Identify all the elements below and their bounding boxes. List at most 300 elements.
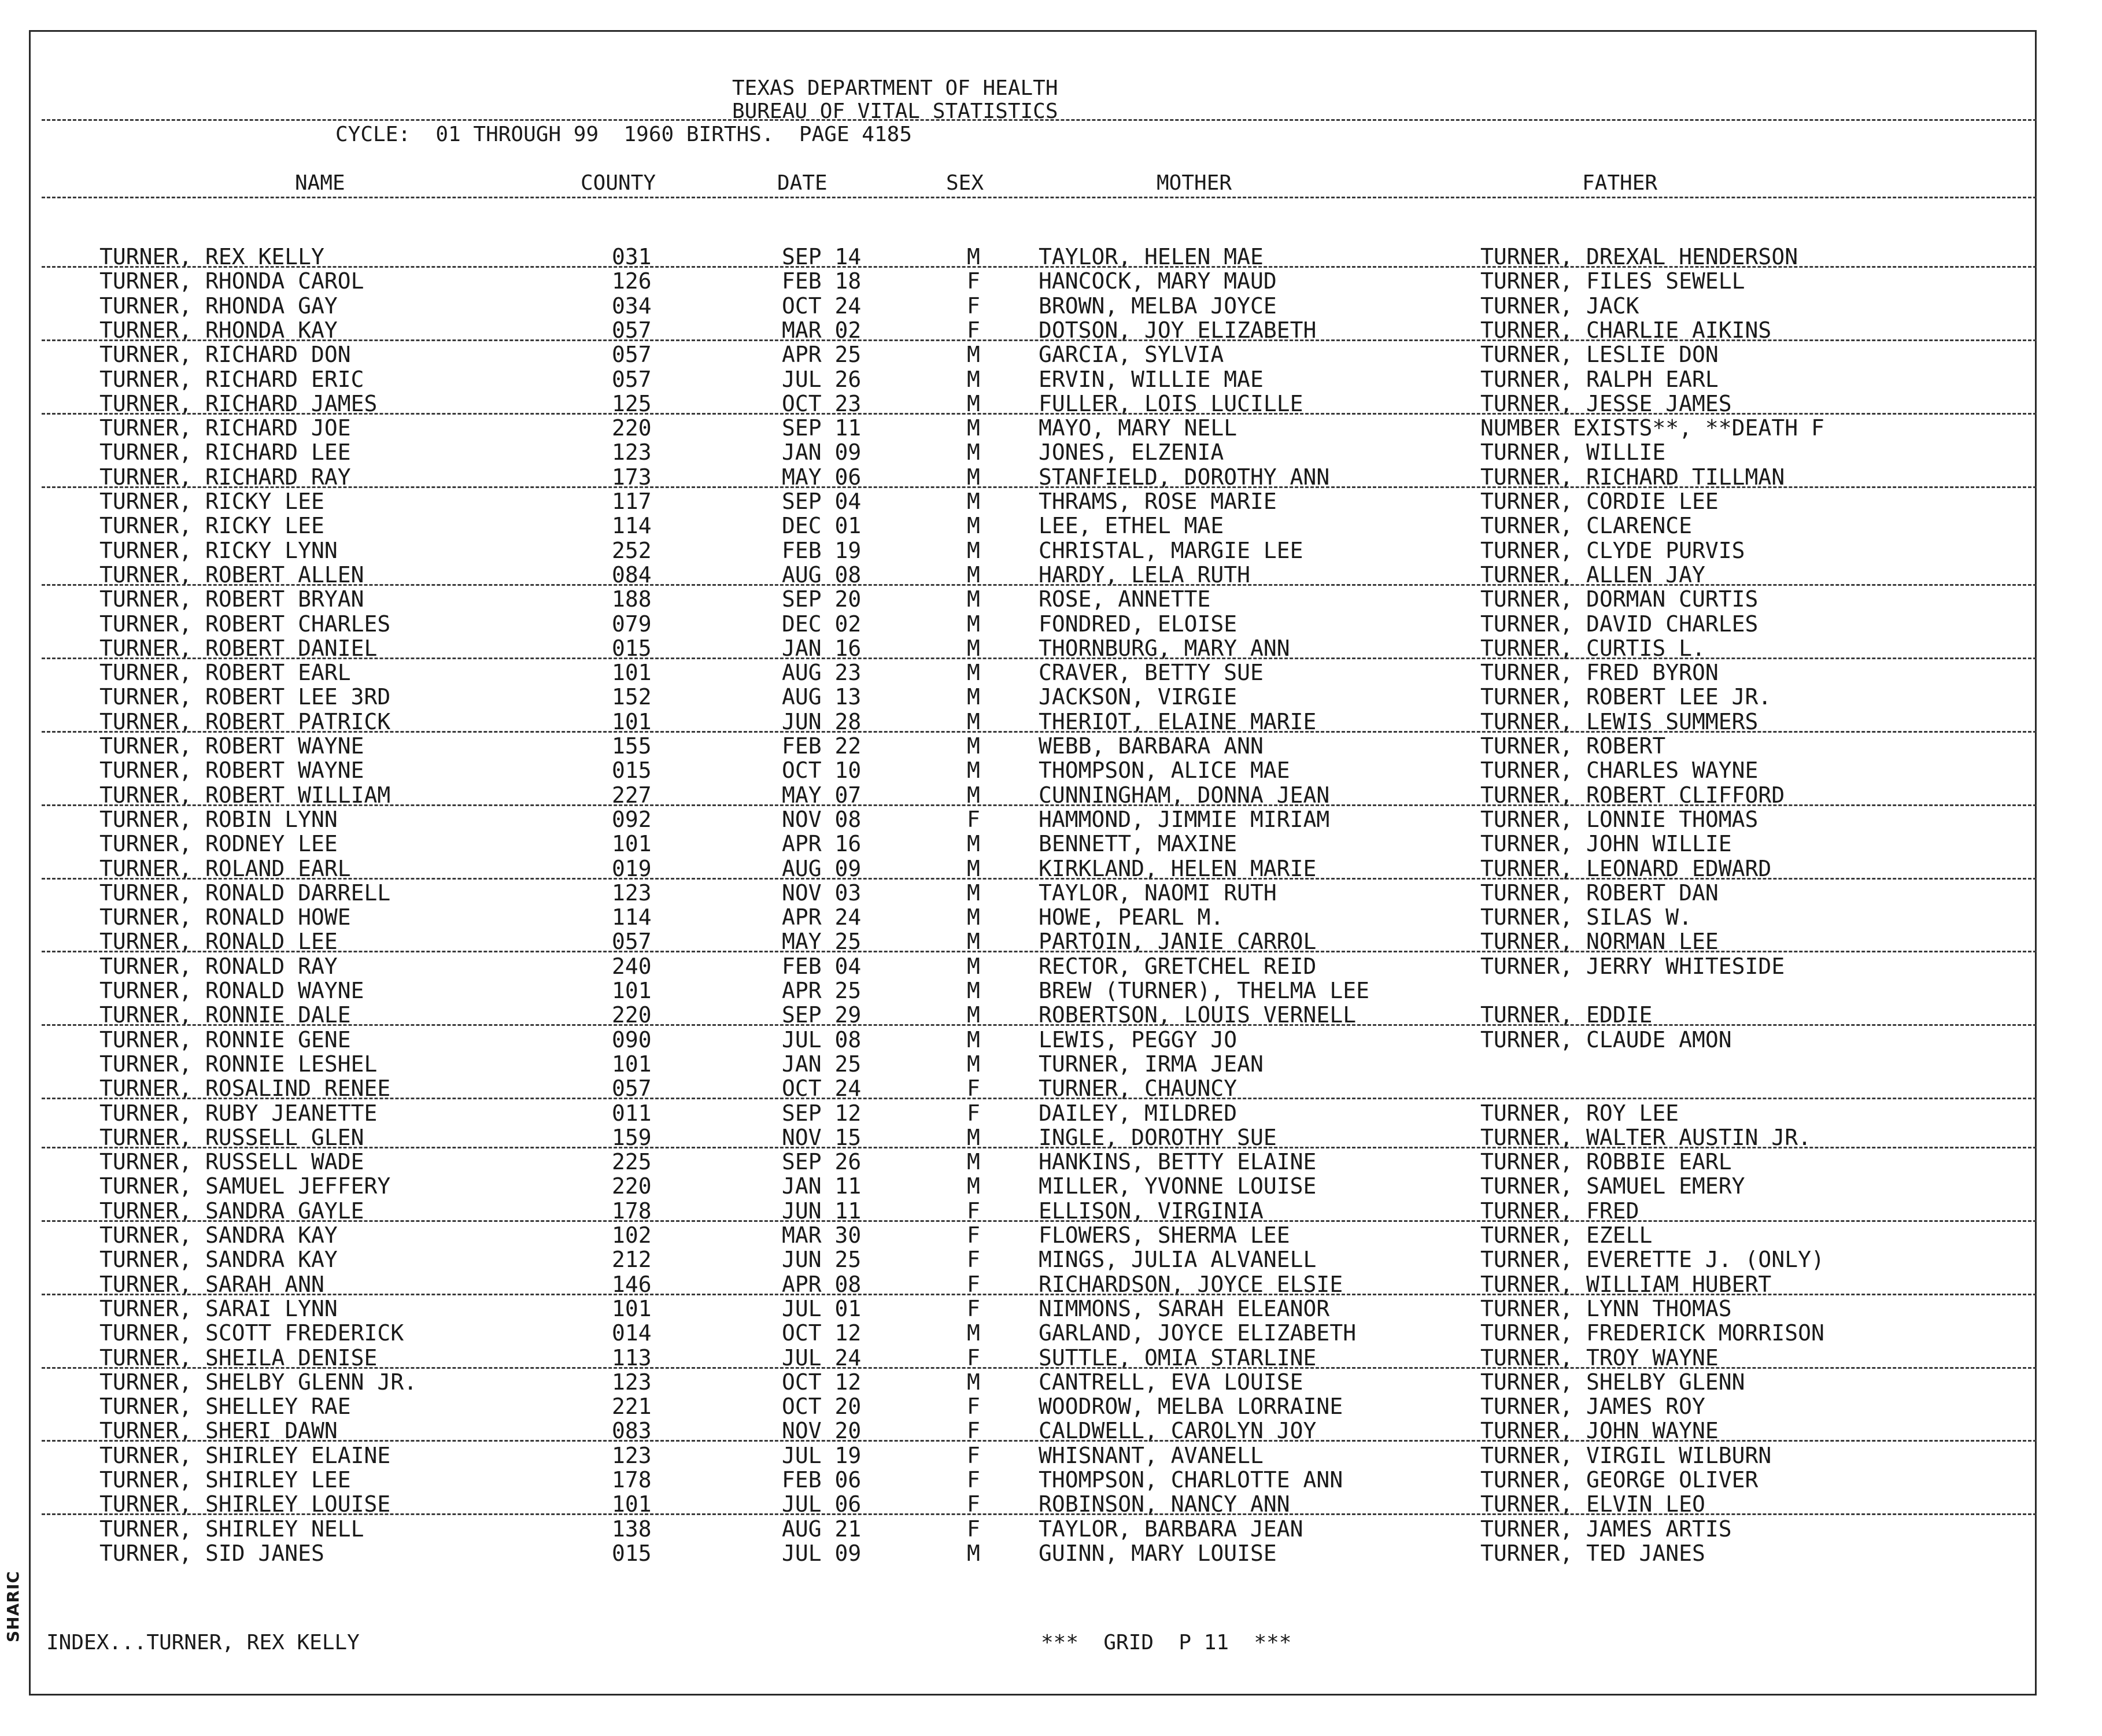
cell-date: OCT 23 [782, 391, 862, 416]
cell-name: TURNER, RHONDA CAROL [99, 268, 364, 294]
cell-mother: THOMPSON, ALICE MAE [1039, 758, 1290, 783]
cell-county: 101 [612, 660, 652, 685]
cell-mother: ELLISON, VIRGINIA [1039, 1198, 1264, 1224]
cell-father: TURNER, LONNIE THOMAS [1480, 807, 1759, 832]
cell-mother: GARLAND, JOYCE ELIZABETH [1039, 1320, 1357, 1346]
cell-county: 178 [612, 1198, 652, 1224]
col-header-date: DATE [777, 171, 827, 195]
cell-county: 117 [612, 489, 652, 514]
cell-county: 034 [612, 293, 652, 319]
table-row [0, 1419, 2102, 1442]
cell-name: TURNER, SCOTT FREDERICK [99, 1320, 404, 1346]
cell-name: TURNER, SHIRLEY NELL [99, 1516, 364, 1542]
table-row [0, 1248, 2102, 1271]
cell-father: TURNER, ROY LEE [1480, 1100, 1679, 1126]
col-header-sex: SEX [946, 171, 984, 195]
cell-name: TURNER, RONALD HOWE [99, 904, 351, 930]
cell-county: 057 [612, 1076, 652, 1101]
cell-sex: M [967, 733, 980, 759]
cell-date: MAY 06 [782, 464, 862, 490]
cell-date: MAR 30 [782, 1222, 862, 1248]
cell-mother: FONDRED, ELOISE [1039, 611, 1237, 637]
cell-sex: M [967, 611, 980, 637]
cell-name: TURNER, SHIRLEY LOUISE [99, 1491, 391, 1517]
table-row [0, 441, 2102, 464]
table-row [0, 1493, 2102, 1516]
cell-date: FEB 19 [782, 538, 862, 563]
cell-sex: M [967, 904, 980, 930]
cell-sex: M [967, 439, 980, 465]
table-row [0, 1126, 2102, 1149]
cell-name: TURNER, RHONDA GAY [99, 293, 338, 319]
table-row [0, 1077, 2102, 1100]
table-row [0, 319, 2102, 342]
table-row [0, 1003, 2102, 1026]
cell-county: 126 [612, 268, 652, 294]
cell-name: TURNER, SHELBY GLENN JR. [99, 1369, 418, 1395]
cell-date: APR 25 [782, 978, 862, 1003]
cell-sex: M [967, 586, 980, 612]
cell-county: 220 [612, 1173, 652, 1199]
cell-mother: HANCOCK, MARY MAUD [1039, 268, 1277, 294]
cell-county: 101 [612, 1491, 652, 1517]
cell-name: TURNER, ROBERT EARL [99, 660, 351, 685]
cell-sex: M [967, 782, 980, 808]
cell-mother: TURNER, CHAUNCY [1039, 1076, 1237, 1101]
cell-mother: ROSE, ANNETTE [1039, 586, 1211, 612]
cell-sex: M [967, 1027, 980, 1052]
cell-father: TURNER, FRED [1480, 1198, 1639, 1224]
cell-sex: M [967, 391, 980, 416]
table-row [0, 734, 2102, 758]
cell-father: TURNER, EVERETTE J. (ONLY) [1480, 1247, 1824, 1272]
dept-title: TEXAS DEPARTMENT OF HEALTH [732, 76, 1058, 100]
cell-father: TURNER, JACK [1480, 293, 1639, 319]
cell-sex: F [967, 1100, 980, 1126]
cell-father: TURNER, EZELL [1480, 1222, 1653, 1248]
cell-date: OCT 24 [782, 293, 862, 319]
table-row [0, 563, 2102, 586]
cell-county: 220 [612, 1002, 652, 1028]
cell-name: TURNER, RODNEY LEE [99, 831, 338, 856]
cell-date: NOV 15 [782, 1125, 862, 1150]
cell-father: TURNER, LEONARD EDWARD [1480, 856, 1772, 881]
cell-date: FEB 04 [782, 954, 862, 979]
cell-name: TURNER, RUSSELL WADE [99, 1149, 364, 1174]
cell-name: TURNER, RONALD DARRELL [99, 880, 391, 906]
cell-county: 015 [612, 1541, 652, 1566]
cell-mother: MAYO, MARY NELL [1039, 415, 1237, 441]
col-header-father: FATHER [1582, 171, 1658, 195]
cell-date: SEP 04 [782, 489, 862, 514]
cell-name: TURNER, RONALD RAY [99, 954, 338, 979]
cell-mother: TAYLOR, NAOMI RUTH [1039, 880, 1277, 906]
cell-date: APR 16 [782, 831, 862, 856]
cycle-line: CYCLE: 01 THROUGH 99 1960 BIRTHS. PAGE 4185 [335, 123, 912, 146]
cell-mother: RECTOR, GRETCHEL REID [1039, 954, 1317, 979]
cell-mother: BENNETT, MAXINE [1039, 831, 1237, 856]
table-row [0, 294, 2102, 317]
cell-date: MAY 07 [782, 782, 862, 808]
cell-date: APR 24 [782, 904, 862, 930]
cell-county: 019 [612, 856, 652, 881]
table-row [0, 1150, 2102, 1173]
cell-name: TURNER, ROBERT CHARLES [99, 611, 391, 637]
cell-sex: F [967, 1076, 980, 1101]
cell-father: TURNER, DREXAL HENDERSON [1480, 244, 1798, 269]
cell-sex: M [967, 929, 980, 954]
cell-name: TURNER, ROBERT PATRICK [99, 709, 391, 734]
cell-mother: GUINN, MARY LOUISE [1039, 1541, 1277, 1566]
cell-mother: HARDY, LELA RUTH [1039, 562, 1251, 588]
cell-name: TURNER, ROBERT WILLIAM [99, 782, 391, 808]
cell-sex: M [967, 1149, 980, 1174]
cell-sex: M [967, 464, 980, 490]
cell-date: SEP 11 [782, 415, 862, 441]
cell-father: TURNER, TED JANES [1480, 1541, 1705, 1566]
cell-date: AUG 13 [782, 684, 862, 710]
bureau-title: BUREAU OF VITAL STATISTICS [732, 99, 1058, 123]
cell-county: 015 [612, 636, 652, 661]
cell-mother: PARTOIN, JANIE CARROL [1039, 929, 1317, 954]
cell-mother: GARCIA, SYLVIA [1039, 342, 1224, 367]
table-row [0, 1517, 2102, 1541]
cell-mother: ERVIN, WILLIE MAE [1039, 367, 1264, 392]
cell-county: 123 [612, 1443, 652, 1468]
cell-father: TURNER, CLYDE PURVIS [1480, 538, 1745, 563]
cell-county: 101 [612, 1296, 652, 1321]
cell-date: JAN 25 [782, 1051, 862, 1077]
table-row [0, 1444, 2102, 1467]
cell-county: 090 [612, 1027, 652, 1052]
cell-name: TURNER, ROBERT DANIEL [99, 636, 378, 661]
cell-date: JAN 16 [782, 636, 862, 661]
cell-sex: F [967, 1467, 980, 1493]
cell-county: 015 [612, 758, 652, 783]
cell-county: 123 [612, 880, 652, 906]
cell-father: TURNER, ROBERT LEE JR. [1480, 684, 1772, 710]
table-row [0, 416, 2102, 439]
cell-sex: M [967, 1541, 980, 1566]
cell-sex: M [967, 1173, 980, 1199]
table-row [0, 784, 2102, 807]
cell-county: 123 [612, 1369, 652, 1395]
cell-name: TURNER, RICHARD ERIC [99, 367, 364, 392]
cell-county: 057 [612, 367, 652, 392]
cell-father: TURNER, RICHARD TILLMAN [1480, 464, 1785, 490]
cell-name: TURNER, SARAH ANN [99, 1272, 324, 1297]
cell-sex: M [967, 1320, 980, 1346]
cell-mother: CUNNINGHAM, DONNA JEAN [1039, 782, 1330, 808]
cell-county: 101 [612, 1051, 652, 1077]
table-row [0, 368, 2102, 391]
cell-county: 114 [612, 904, 652, 930]
table-row [0, 1199, 2102, 1222]
cell-name: TURNER, RICKY LEE [99, 513, 324, 538]
cell-sex: F [967, 1222, 980, 1248]
cell-father: TURNER, JAMES ARTIS [1480, 1516, 1732, 1542]
cell-mother: BREW (TURNER), THELMA LEE [1039, 978, 1369, 1003]
cell-date: NOV 08 [782, 807, 862, 832]
cell-name: TURNER, RONALD WAYNE [99, 978, 364, 1003]
cell-sex: F [967, 1418, 980, 1443]
cell-county: 178 [612, 1467, 652, 1493]
cell-name: TURNER, RICHARD LEE [99, 439, 351, 465]
cell-father: TURNER, FILES SEWELL [1480, 268, 1745, 294]
cell-father: TURNER, LYNN THOMAS [1480, 1296, 1732, 1321]
cell-mother: MINGS, JULIA ALVANELL [1039, 1247, 1317, 1272]
cell-name: TURNER, SHERI DAWN [99, 1418, 338, 1443]
cell-name: TURNER, SHIRLEY LEE [99, 1467, 351, 1493]
cell-mother: TURNER, IRMA JEAN [1039, 1051, 1264, 1077]
table-row [0, 1028, 2102, 1051]
cell-date: JUN 25 [782, 1247, 862, 1272]
cell-sex: F [967, 293, 980, 319]
cell-father: TURNER, ROBERT [1480, 733, 1666, 759]
cell-sex: M [967, 636, 980, 661]
cell-mother: LEE, ETHEL MAE [1039, 513, 1224, 538]
cell-father: TURNER, WALTER AUSTIN JR. [1480, 1125, 1811, 1150]
cell-name: TURNER, RONALD LEE [99, 929, 338, 954]
table-row [0, 1102, 2102, 1125]
cell-mother: CRAVER, BETTY SUE [1039, 660, 1264, 685]
cell-mother: JONES, ELZENIA [1039, 439, 1224, 465]
cell-date: JAN 11 [782, 1173, 862, 1199]
cell-date: JUN 28 [782, 709, 862, 734]
cell-county: 212 [612, 1247, 652, 1272]
cell-county: 057 [612, 317, 652, 343]
table-row [0, 808, 2102, 831]
table-row [0, 1174, 2102, 1198]
table-row [0, 269, 2102, 293]
cell-sex: M [967, 1002, 980, 1028]
table-row [0, 637, 2102, 660]
cell-mother: THRAMS, ROSE MARIE [1039, 489, 1277, 514]
cell-date: SEP 12 [782, 1100, 862, 1126]
cell-county: 188 [612, 586, 652, 612]
cell-name: TURNER, ROBERT BRYAN [99, 586, 364, 612]
cell-name: TURNER, SANDRA KAY [99, 1247, 338, 1272]
cell-date: FEB 22 [782, 733, 862, 759]
table-row [0, 539, 2102, 562]
cell-sex: M [967, 1051, 980, 1077]
table-row [0, 588, 2102, 611]
cell-father: TURNER, SHELBY GLENN [1480, 1369, 1745, 1395]
cell-mother: CALDWELL, CAROLYN JOY [1039, 1418, 1317, 1443]
header-rule [42, 119, 2037, 121]
cell-name: TURNER, RHONDA KAY [99, 317, 338, 343]
cell-county: 252 [612, 538, 652, 563]
table-row [0, 343, 2102, 366]
cell-sex: M [967, 880, 980, 906]
table-row [0, 1273, 2102, 1296]
col-header-mother: MOTHER [1157, 171, 1232, 195]
cell-mother: STANFIELD, DOROTHY ANN [1039, 464, 1330, 490]
cell-date: FEB 06 [782, 1467, 862, 1493]
cell-mother: NIMMONS, SARAH ELEANOR [1039, 1296, 1330, 1321]
cell-name: TURNER, ROBERT WAYNE [99, 758, 364, 783]
cell-mother: THERIOT, ELAINE MARIE [1039, 709, 1317, 734]
footer-grid: *** GRID P 11 *** [1041, 1631, 1292, 1654]
cell-county: 057 [612, 342, 652, 367]
cell-name: TURNER, RUBY JEANETTE [99, 1100, 378, 1126]
cell-county: 114 [612, 513, 652, 538]
table-row [0, 1468, 2102, 1491]
table-row [0, 661, 2102, 684]
cell-sex: F [967, 1491, 980, 1517]
cell-county: 113 [612, 1345, 652, 1371]
table-row [0, 1542, 2102, 1565]
cell-sex: M [967, 978, 980, 1003]
table-row [0, 832, 2102, 855]
cell-date: JAN 09 [782, 439, 862, 465]
cell-date: APR 25 [782, 342, 862, 367]
cell-mother: TAYLOR, HELEN MAE [1039, 244, 1264, 269]
cell-name: TURNER, ROBERT LEE 3RD [99, 684, 391, 710]
cell-date: OCT 20 [782, 1394, 862, 1419]
table-row [0, 490, 2102, 513]
cell-mother: TAYLOR, BARBARA JEAN [1039, 1516, 1303, 1542]
cell-county: 146 [612, 1272, 652, 1297]
cell-name: TURNER, RONNIE GENE [99, 1027, 351, 1052]
cell-sex: M [967, 1125, 980, 1150]
table-row [0, 1224, 2102, 1247]
cell-name: TURNER, ROLAND EARL [99, 856, 351, 881]
table-row [0, 1297, 2102, 1320]
cell-mother: SUTTLE, OMIA STARLINE [1039, 1345, 1317, 1371]
cell-father: TURNER, CLAUDE AMON [1480, 1027, 1732, 1052]
table-row [0, 1321, 2102, 1345]
cell-date: SEP 14 [782, 244, 862, 269]
cell-name: TURNER, ROSALIND RENEE [99, 1076, 391, 1101]
cell-date: MAY 25 [782, 929, 862, 954]
cell-father: TURNER, DORMAN CURTIS [1480, 586, 1759, 612]
table-row [0, 1346, 2102, 1369]
cell-date: NOV 03 [782, 880, 862, 906]
cell-sex: M [967, 489, 980, 514]
cell-name: TURNER, SAMUEL JEFFERY [99, 1173, 391, 1199]
cell-county: 220 [612, 415, 652, 441]
cell-sex: M [967, 367, 980, 392]
cell-sex: M [967, 831, 980, 856]
cell-sex: F [967, 1296, 980, 1321]
table-row [0, 906, 2102, 929]
cell-name: TURNER, RICHARD RAY [99, 464, 351, 490]
cell-mother: RICHARDSON, JOYCE ELSIE [1039, 1272, 1343, 1297]
table-row [0, 955, 2102, 978]
cell-date: JUL 19 [782, 1443, 862, 1468]
cell-father: TURNER, LEWIS SUMMERS [1480, 709, 1759, 734]
table-row [0, 1052, 2102, 1076]
cell-date: MAR 02 [782, 317, 862, 343]
cell-sex: F [967, 807, 980, 832]
cell-county: 173 [612, 464, 652, 490]
cell-name: TURNER, RICHARD JOE [99, 415, 351, 441]
cell-county: 102 [612, 1222, 652, 1248]
cell-father: TURNER, TROY WAYNE [1480, 1345, 1719, 1371]
cell-name: TURNER, SID JANES [99, 1541, 324, 1566]
cell-father: TURNER, LESLIE DON [1480, 342, 1719, 367]
table-row [0, 979, 2102, 1002]
cell-sex: F [967, 268, 980, 294]
cell-county: 221 [612, 1394, 652, 1419]
cell-mother: FULLER, LOIS LUCILLE [1039, 391, 1303, 416]
cell-father: TURNER, SILAS W. [1480, 904, 1693, 930]
cell-date: AUG 21 [782, 1516, 862, 1542]
cell-name: TURNER, ROBIN LYNN [99, 807, 338, 832]
cell-name: TURNER, RICHARD JAMES [99, 391, 378, 416]
cell-date: SEP 20 [782, 586, 862, 612]
cell-sex: M [967, 709, 980, 734]
cell-sex: F [967, 1443, 980, 1468]
cell-name: TURNER, RICKY LEE [99, 489, 324, 514]
cell-name: TURNER, SHEILA DENISE [99, 1345, 378, 1371]
cell-sex: M [967, 684, 980, 710]
cell-sex: M [967, 660, 980, 685]
cell-mother: HANKINS, BETTY ELAINE [1039, 1149, 1317, 1174]
cell-father: TURNER, EDDIE [1480, 1002, 1653, 1028]
cell-mother: HAMMOND, JIMMIE MIRIAM [1039, 807, 1330, 832]
cell-county: 225 [612, 1149, 652, 1174]
cell-father: TURNER, CHARLES WAYNE [1480, 758, 1759, 783]
cell-county: 155 [612, 733, 652, 759]
cell-date: JUL 01 [782, 1296, 862, 1321]
cell-date: JUL 09 [782, 1541, 862, 1566]
cell-father: TURNER, JAMES ROY [1480, 1394, 1705, 1419]
cell-father: TURNER, VIRGIL WILBURN [1480, 1443, 1772, 1468]
cell-sex: M [967, 562, 980, 588]
cell-date: APR 08 [782, 1272, 862, 1297]
cell-father: TURNER, ROBBIE EARL [1480, 1149, 1732, 1174]
cell-mother: KIRKLAND, HELEN MARIE [1039, 856, 1317, 881]
cell-date: SEP 29 [782, 1002, 862, 1028]
cell-county: 092 [612, 807, 652, 832]
table-row [0, 1371, 2102, 1394]
cell-mother: HOWE, PEARL M. [1039, 904, 1224, 930]
cell-county: 123 [612, 439, 652, 465]
cell-county: 014 [612, 1320, 652, 1346]
cell-mother: INGLE, DOROTHY SUE [1039, 1125, 1277, 1150]
cell-father: TURNER, RALPH EARL [1480, 367, 1719, 392]
cell-father: TURNER, CURTIS L. [1480, 636, 1705, 661]
cell-name: TURNER, RUSSELL GLEN [99, 1125, 364, 1150]
cell-county: 125 [612, 391, 652, 416]
cell-father: TURNER, FRED BYRON [1480, 660, 1719, 685]
column-header-rule [42, 197, 2037, 198]
side-label: SHARIC [3, 1571, 23, 1642]
cell-sex: M [967, 954, 980, 979]
cell-name: TURNER, SHIRLEY ELAINE [99, 1443, 391, 1468]
cell-father: TURNER, ROBERT DAN [1480, 880, 1719, 906]
cell-father: TURNER, GEORGE OLIVER [1480, 1467, 1759, 1493]
cell-county: 138 [612, 1516, 652, 1542]
cell-date: JUL 08 [782, 1027, 862, 1052]
cell-county: 083 [612, 1418, 652, 1443]
cell-father: NUMBER EXISTS**, **DEATH F [1480, 415, 1824, 441]
cell-date: FEB 18 [782, 268, 862, 294]
col-header-name: NAME [295, 171, 345, 195]
cell-mother: BROWN, MELBA JOYCE [1039, 293, 1277, 319]
cell-date: AUG 23 [782, 660, 862, 685]
cell-mother: DOTSON, JOY ELIZABETH [1039, 317, 1317, 343]
cell-date: DEC 01 [782, 513, 862, 538]
cell-sex: M [967, 758, 980, 783]
cell-county: 101 [612, 709, 652, 734]
cell-mother: FLOWERS, SHERMA LEE [1039, 1222, 1290, 1248]
cell-date: AUG 08 [782, 562, 862, 588]
table-row [0, 881, 2102, 904]
cell-mother: MILLER, YVONNE LOUISE [1039, 1173, 1317, 1199]
